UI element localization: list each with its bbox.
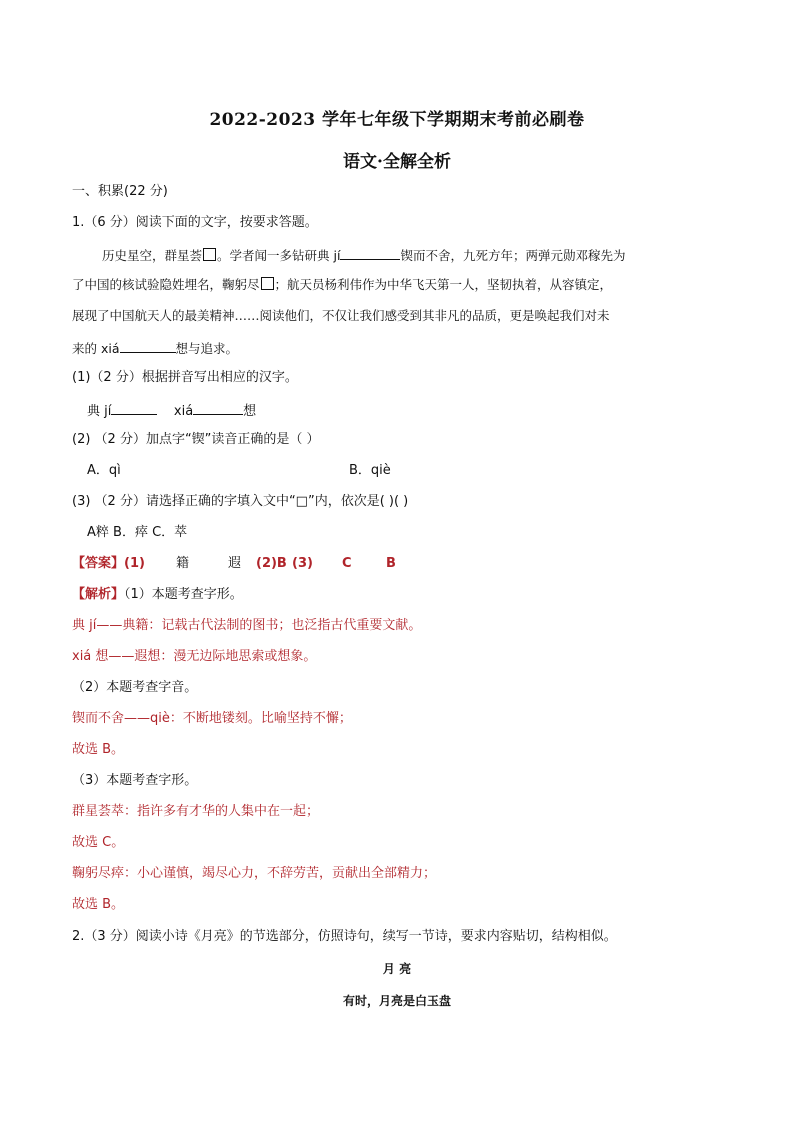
section-heading: 一、积累(22 分) <box>72 184 168 199</box>
passage-line-2: 了中国的核试验隐姓埋名，鞠躬尽 ；航天员杨利伟作为中华飞天第一人，坚韧执着，从容镇定， <box>72 277 613 292</box>
analysis-heading: 【解析】（1）本题考查字形。 <box>72 587 243 602</box>
analysis-line: 故选 C。 <box>72 835 125 850</box>
analysis-line: 故选 B。 <box>72 742 125 757</box>
analysis-line: xiá 想——遐想：漫无边际地思索或想象。 <box>72 649 317 664</box>
answer-choice-2: B <box>386 556 396 571</box>
answer-choice-1: C <box>342 556 352 571</box>
answer-part-2: (2)B <box>256 556 287 571</box>
analysis-line: 锲而不舍——qiè：不断地镂刻。比喻坚持不懈； <box>72 711 352 726</box>
sub-question-1: (1)（2 分）根据拼音写出相应的汉字。 <box>72 370 298 385</box>
poem-line: 有时，月亮是白玉盘 <box>342 994 451 1008</box>
page-subtitle: 语文·全解全析 <box>343 152 451 172</box>
passage-line-4: 来的 xiá 想与追求。 <box>72 338 238 358</box>
answer-blank <box>193 400 243 415</box>
option-b: B．qiè <box>349 463 391 478</box>
answer-word-1: 籍 <box>176 556 190 571</box>
analysis-line: 群星荟萃：指许多有才华的人集中在一起； <box>72 804 320 819</box>
analysis-line: （2）本题考查字音。 <box>72 680 198 695</box>
answer-part-3: (3) <box>292 556 313 571</box>
answer-blank <box>340 245 400 260</box>
page-title: 2022-2023 学年七年级下学期期末考前必刷卷 <box>209 110 585 130</box>
question-1-stem: 1.（6 分）阅读下面的文字，按要求答题。 <box>72 215 318 230</box>
passage-line-3: 展现了中国航天人的最美精神……阅读他们，不仅让我们感受到其非凡的品质，更是唤起我们对未 <box>72 308 610 323</box>
sub-question-1-answer-line: 典 jí xiá 想 <box>87 400 256 421</box>
answer-blank <box>111 400 157 415</box>
option-a: A．qì <box>87 463 121 478</box>
passage-line-1: 历史星空，群星荟 。学者闻一多钻研典 jí 锲而不舍，九死方年；两弹元勋邓稼先为 <box>102 245 625 265</box>
sub-question-3: (3) （2 分）请选择正确的字填入文中“□”内，依次是( )( ) <box>72 494 409 509</box>
analysis-line: （3）本题考查字形。 <box>72 773 198 788</box>
answer-word-2: 遐 <box>228 556 242 571</box>
answer-row: 【答案】(1) <box>72 556 145 571</box>
poem-title: 月 亮 <box>382 962 412 976</box>
analysis-line: 故选 B。 <box>72 897 125 912</box>
question-2-stem: 2.（3 分）阅读小诗《月亮》的节选部分，仿照诗句，续写一节诗，要求内容贴切，结构相似。 <box>72 929 617 944</box>
analysis-line: 鞠躬尽瘁：小心谨慎，竭尽心力，不辞劳苦，贡献出全部精力； <box>72 866 437 881</box>
analysis-line: 典 jí——典籍：记载古代法制的图书；也泛指古代重要文献。 <box>72 618 422 633</box>
blank-box <box>261 277 274 290</box>
answer-blank <box>120 338 176 353</box>
sub-question-2: (2) （2 分）加点字“锲”读音正确的是（ ） <box>72 432 320 447</box>
sub-question-3-options: A粹 B．瘁 C．萃 <box>87 525 188 540</box>
blank-box <box>203 248 216 261</box>
